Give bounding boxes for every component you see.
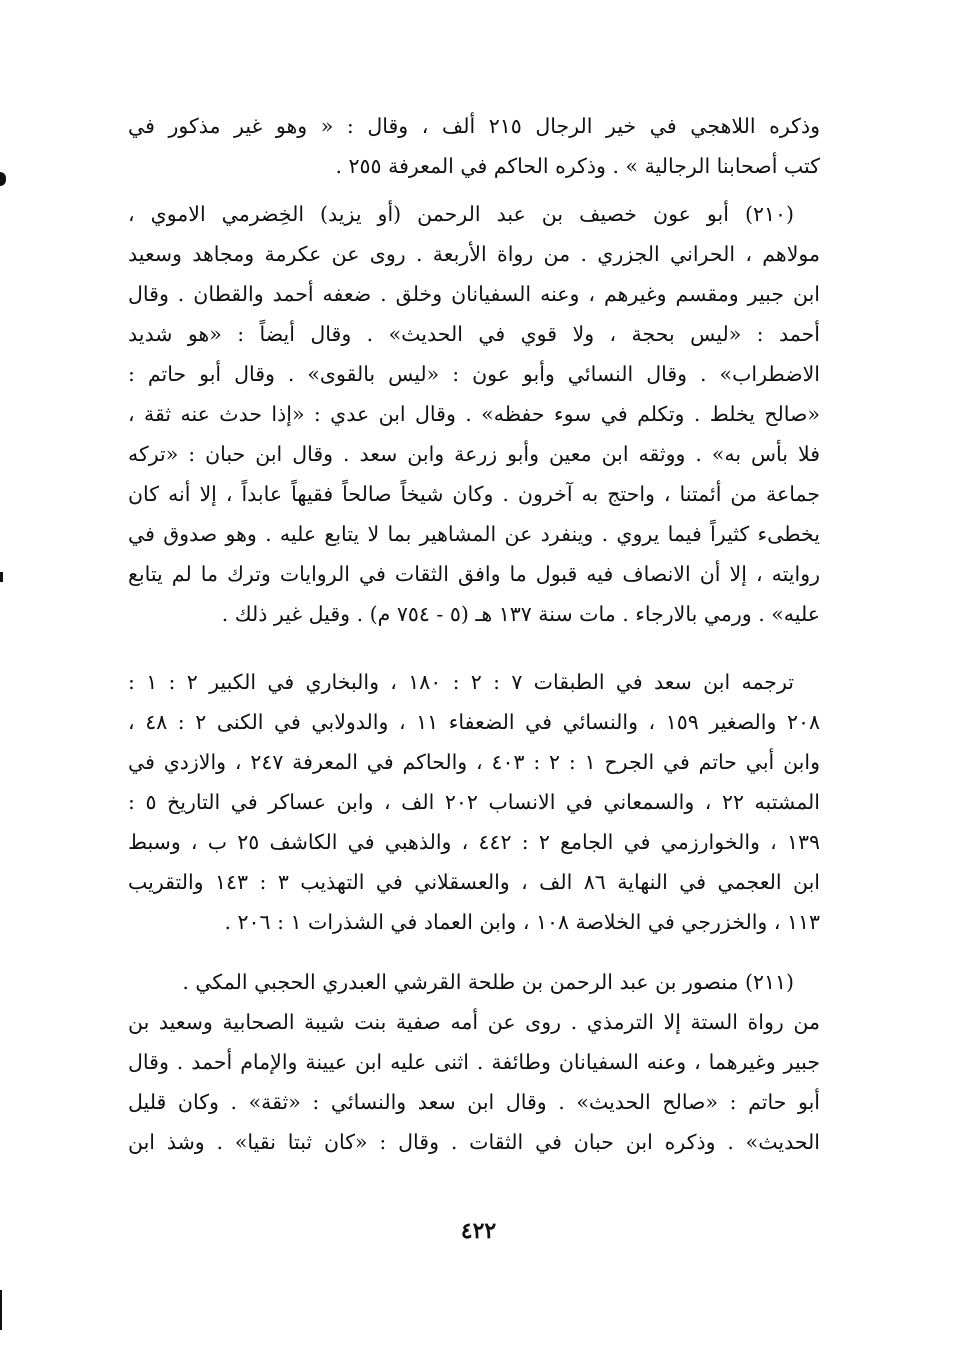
page-number: ٤٢٢: [460, 1218, 497, 1244]
paragraph-continuation: [128, 106, 820, 186]
text-line: ١٣٩ ، والخوارزمي في الجامع ٢ : ٤٤٢ ، والذهبي في الكاشف ٢٥ ب ، وسبط: [128, 830, 820, 854]
text-line: جماعة من أئمتنا ، واحتج به آخرون . وكان شيخاً صالحاً فقيهاً عابداً ، إلا أنه كان: [128, 482, 820, 506]
text-line: من رواة الستة إلا الترمذي . روى عن أمه صفية بنت شيبة الصحابية وسعيد بن: [128, 1010, 820, 1034]
text-line: ٢٠٨ والصغير ١٥٩ ، والنسائي في الضعفاء ١١ ، والدولابي في الكنى ٢ : ٤٨ ،: [128, 710, 820, 734]
text-line: أبو حاتم : «صالح الحديث» . وقال ابن سعد والنسائي : «ثقة» . وكان قليل: [128, 1090, 820, 1114]
text-line: وذكره اللاهجي في خير الرجال ٢١٥ ألف ، وقال : « وهو غير مذكور في: [128, 114, 820, 138]
text-line: الاضطراب» . وقال النسائي وأبو عون : «ليس بالقوى» . وقال أبو حاتم :: [128, 362, 820, 386]
scan-margin-mark: [0, 1290, 2, 1330]
text-line: جبير وغيرهما ، وعنه السفيانان وطائفة . اثنى عليه ابن عيينة والإمام أحمد . وقال: [128, 1050, 820, 1074]
scan-margin-mark: [0, 172, 6, 186]
text-line: المشتبه ٢٢ ، والسمعاني في الانساب ٢٠٢ الف ، وابن عساكر في التاريخ ٥ :: [128, 790, 820, 814]
text-line: كتب أصحابنا الرجالية » . وذكره الحاكم في المعرفة ٢٥٥ .: [335, 154, 820, 178]
text-line: مولاهم ، الحراني الجزري . من رواة الأربعة . روى عن عكرمة ومجاهد وسعيد: [128, 242, 820, 266]
text-line: (٢١١) منصور بن عبد الرحمن بن طلحة القرشي العبدري الحجبي المكي .: [182, 970, 794, 994]
text-line: فلا بأس به» . ووثقه ابن معين وأبو زرعة وابن سعد . وقال ابن حبان : «تركه: [128, 442, 820, 466]
text-line: الحديث» . وذكره ابن حبان في الثقات . وقال : «كان ثبتا نقيا» . وشذ ابن: [128, 1130, 820, 1154]
text-line: «صالح يخلط . وتكلم في سوء حفظه» . وقال ابن عدي : «إذا حدث عنه ثقة ،: [128, 402, 820, 426]
text-line: عليه» . ورمي بالارجاء . مات سنة ١٣٧ هـ (٥ - ٧٥٤ م) . وقيل غير ذلك .: [221, 602, 820, 626]
entry-210-paragraph: [128, 194, 820, 634]
text-line: ابن جبير ومقسم وغيرهم ، وعنه السفيانان وخلق . ضعفه أحمد والقطان . وقال: [128, 282, 820, 306]
text-line: ترجمه ابن سعد في الطبقات ٧ : ٢ : ١٨٠ ، والبخاري في الكبير ٢ : ١ :: [128, 670, 794, 694]
text-line: ١١٣ ، والخزرجي في الخلاصة ١٠٨ ، وابن العماد في الشذرات ١ : ٢٠٦ .: [224, 910, 820, 934]
text-line: (٢١٠) أبو عون خصيف بن عبد الرحمن (أو يزيد) الخِضرمي الاموي ،: [128, 202, 794, 226]
text-line: أحمد : «ليس بحجة ، ولا قوي في الحديث» . وقال أيضاً : «هو شديد: [128, 322, 820, 346]
text-line: يخطىء كثيراً فيما يروي . وينفرد عن المشاهير بما لا يتابع عليه . وهو صدوق في: [128, 522, 820, 546]
text-line: وابن أبي حاتم في الجرح ١ : ٢ : ٤٠٣ ، والحاكم في المعرفة ٢٤٧ ، والازدي في: [128, 750, 820, 774]
text-line: روايته ، إلا أن الانصاف فيه قبول ما وافق الثقات في الروايات وترك ما لم يتابع: [128, 562, 820, 586]
entry-211-paragraph: [128, 962, 820, 1162]
text-line: ابن العجمي في النهاية ٨٦ الف ، والعسقلاني في التهذيب ٣ : ١٤٣ والتقريب: [128, 870, 820, 894]
scan-margin-mark: [0, 572, 3, 582]
references-paragraph: [128, 662, 820, 942]
